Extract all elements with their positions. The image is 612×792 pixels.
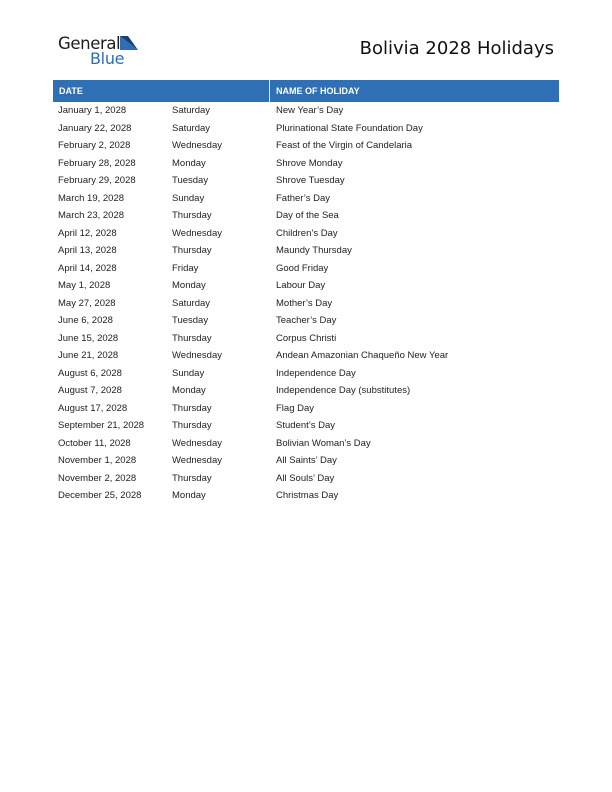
cell-holiday-name: Children’s Day [276, 227, 338, 239]
cell-holiday-name: Shrove Monday [276, 157, 343, 169]
table-row [53, 207, 559, 225]
cell-holiday-name: Father’s Day [276, 192, 331, 204]
cell-weekday: Saturday [172, 105, 211, 116]
logo-word-general: General [58, 34, 121, 53]
cell-date: June 21, 2028 [58, 350, 119, 361]
cell-weekday: Wednesday [172, 140, 222, 151]
cell-holiday-name: Good Friday [276, 262, 329, 274]
table-row [53, 277, 559, 295]
cell-weekday: Thursday [172, 245, 212, 256]
generalblue-logo [58, 34, 148, 68]
cell-date: May 27, 2028 [58, 297, 116, 309]
cell-holiday-name: Day of the Sea [276, 210, 339, 221]
table-row [53, 295, 559, 313]
cell-weekday: Thursday [172, 332, 212, 344]
cell-weekday: Saturday [172, 122, 211, 134]
table-row [53, 365, 559, 383]
table-row [53, 260, 559, 278]
cell-holiday-name: All Souls’ Day [276, 472, 335, 484]
cell-holiday-name: Independence Day [276, 367, 356, 379]
table-row [53, 102, 559, 120]
cell-date: April 12, 2028 [58, 227, 117, 239]
cell-weekday: Sunday [172, 367, 205, 379]
cell-weekday: Tuesday [172, 175, 209, 186]
cell-weekday: Monday [172, 157, 206, 169]
column-header-date: DATE [59, 86, 83, 96]
table-row [53, 190, 559, 208]
header-divider [269, 80, 270, 102]
cell-date: November 1, 2028 [58, 455, 137, 466]
cell-date: June 15, 2028 [58, 332, 119, 344]
cell-holiday-name: Labour Day [276, 280, 326, 291]
page-title: Bolivia 2028 Holidays [359, 38, 554, 59]
cell-date: August 6, 2028 [58, 367, 122, 379]
cell-date: April 13, 2028 [58, 245, 117, 256]
cell-holiday-name: New Year’s Day [276, 105, 344, 116]
cell-weekday: Wednesday [172, 437, 222, 449]
cell-date: November 2, 2028 [58, 472, 137, 484]
cell-weekday: Monday [172, 490, 206, 501]
cell-weekday: Saturday [172, 297, 211, 309]
cell-date: October 11, 2028 [58, 437, 131, 449]
cell-date: January 1, 2028 [58, 105, 127, 116]
cell-holiday-name: Bolivian Woman’s Day [276, 437, 371, 449]
cell-date: June 6, 2028 [58, 315, 113, 326]
table-row [53, 312, 559, 330]
table-row [53, 417, 559, 435]
table-row [53, 487, 559, 505]
cell-holiday-name: Student’s Day [276, 420, 335, 431]
cell-weekday: Monday [172, 280, 206, 291]
cell-weekday: Thursday [172, 420, 212, 431]
cell-weekday: Friday [172, 262, 199, 274]
cell-date: February 28, 2028 [58, 157, 136, 169]
cell-weekday: Thursday [172, 472, 212, 484]
holiday-table [53, 80, 559, 505]
cell-date: December 25, 2028 [58, 490, 142, 501]
cell-date: January 22, 2028 [58, 122, 132, 134]
cell-holiday-name: Teacher’s Day [276, 315, 337, 326]
table-row [53, 242, 559, 260]
cell-date: February 29, 2028 [58, 175, 136, 186]
cell-holiday-name: Mother’s Day [276, 297, 333, 309]
cell-weekday: Wednesday [172, 227, 222, 239]
cell-weekday: Wednesday [172, 350, 222, 361]
cell-holiday-name: All Saints’ Day [276, 455, 337, 466]
cell-date: February 2, 2028 [58, 140, 131, 151]
cell-holiday-name: Christmas Day [276, 490, 339, 501]
cell-holiday-name: Shrove Tuesday [276, 175, 345, 186]
table-row [53, 400, 559, 418]
table-header [53, 80, 559, 102]
logo-word-blue: Blue [90, 49, 125, 68]
table-row [53, 137, 559, 155]
cell-weekday: Thursday [172, 402, 212, 414]
cell-holiday-name: Andean Amazonian Chaqueño New Year [276, 350, 449, 361]
cell-date: May 1, 2028 [58, 280, 111, 291]
cell-holiday-name: Maundy Thursday [276, 245, 352, 256]
cell-holiday-name: Independence Day (substitutes) [276, 385, 411, 396]
cell-date: March 23, 2028 [58, 210, 125, 221]
cell-date: August 17, 2028 [58, 402, 128, 414]
cell-date: August 7, 2028 [58, 385, 122, 396]
cell-holiday-name: Feast of the Virgin of Candelaria [276, 140, 413, 151]
cell-holiday-name: Corpus Christi [276, 332, 337, 344]
table-body [53, 102, 559, 505]
table-row [53, 435, 559, 453]
logo-triangle-icon [120, 36, 138, 50]
cell-holiday-name: Flag Day [276, 402, 315, 414]
cell-date: March 19, 2028 [58, 192, 125, 204]
table-row [53, 452, 559, 470]
cell-date: September 21, 2028 [58, 420, 145, 431]
table-row [53, 172, 559, 190]
table-row [53, 330, 559, 348]
cell-weekday: Thursday [172, 210, 212, 221]
table-row [53, 470, 559, 488]
cell-holiday-name: Plurinational State Foundation Day [276, 122, 423, 134]
table-row [53, 382, 559, 400]
table-row [53, 155, 559, 173]
table-row [53, 225, 559, 243]
cell-weekday: Monday [172, 385, 206, 396]
column-header-name: NAME OF HOLIDAY [276, 86, 360, 96]
cell-date: April 14, 2028 [58, 262, 117, 274]
cell-weekday: Tuesday [172, 315, 209, 326]
table-row [53, 347, 559, 365]
table-row [53, 120, 559, 138]
cell-weekday: Wednesday [172, 455, 222, 466]
cell-weekday: Sunday [172, 192, 205, 204]
